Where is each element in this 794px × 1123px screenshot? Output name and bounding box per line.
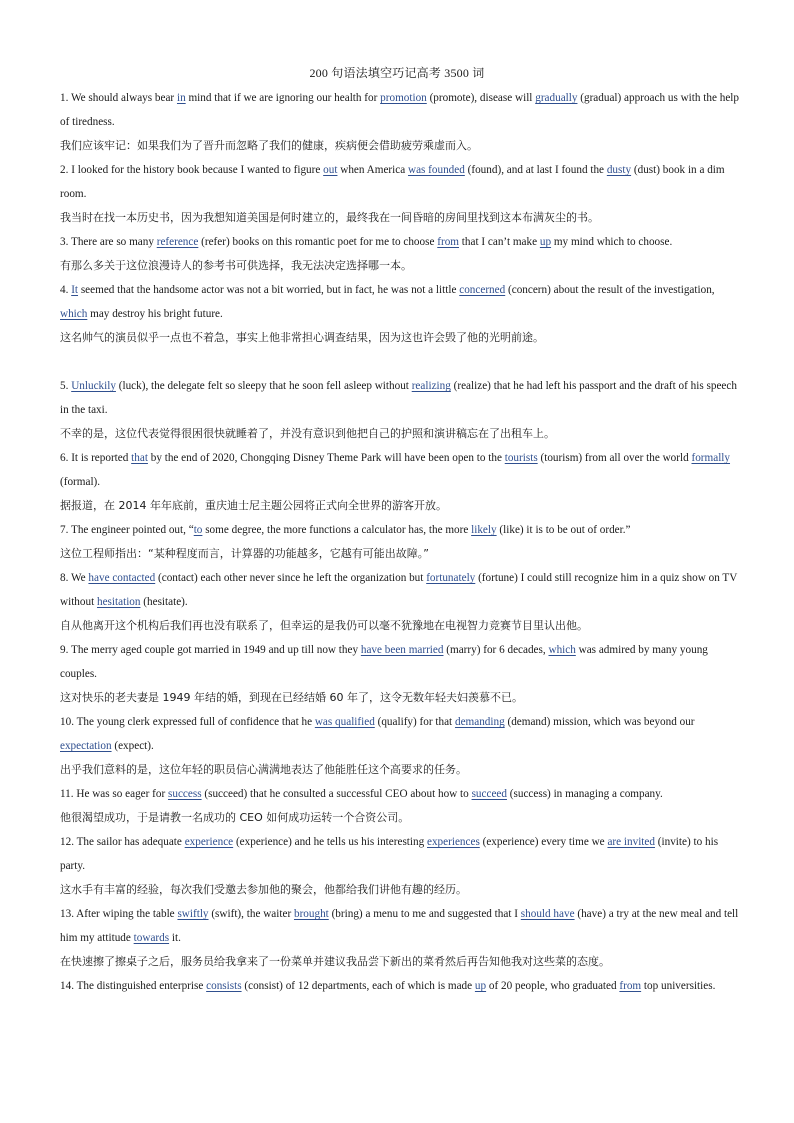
answer-blank: gradually	[535, 92, 578, 104]
answer-blank: formally	[691, 452, 731, 464]
exercise-item	[60, 278, 740, 374]
sentence-text: may destroy his bright future.	[87, 308, 223, 320]
sentence-text: of 20 people, who graduated	[486, 980, 620, 992]
sentence-text: (qualify) for that	[374, 716, 455, 728]
exercise-item	[60, 86, 740, 158]
english-sentence	[60, 902, 740, 950]
answer-blank: promotion	[380, 92, 427, 104]
sentence-text: 12. The sailor has adequate	[60, 836, 185, 848]
sentence-text: (bring) a menu to me and suggested that I	[328, 908, 521, 920]
english-sentence	[60, 830, 740, 878]
sentence-text: that I can’t make	[459, 236, 540, 248]
chinese-translation: 出乎我们意料的是，这位年轻的职员信心满满地表达了他能胜任这个高要求的任务。	[60, 763, 467, 776]
sentence-text: (tourism) from all over the world	[537, 452, 692, 464]
answer-blank: reference	[156, 236, 199, 248]
spacer	[60, 350, 740, 374]
answer-blank: realizing	[411, 380, 451, 392]
answer-blank: up	[539, 236, 552, 248]
exercise-item	[60, 830, 740, 902]
sentence-text: (realize) that he had left his passport and the draft of his speech in the taxi.	[60, 380, 737, 416]
exercise-item	[60, 230, 740, 278]
sentence-text: (promote), disease will	[426, 92, 536, 104]
sentence-text: (contact) each other never since he left the organization but	[155, 572, 427, 584]
sentence-text: (dust) book in a dim room.	[60, 164, 725, 200]
sentence-text: seemed that the handsome actor was not a bit worried, but in fact, he was not a little	[78, 284, 460, 296]
english-sentence	[60, 374, 740, 422]
answer-blank: experiences	[427, 836, 480, 848]
chinese-translation: 我们应该牢记：如果我们为了晋升而忽略了我们的健康，疾病便会借助疲劳乘虚而入。	[60, 139, 478, 152]
sentence-text: (hesitate).	[140, 596, 188, 608]
sentence-text: (marry) for 6 decades,	[443, 644, 549, 656]
sentence-text: (have) a try at the new meal and tell him my attitude	[60, 908, 739, 944]
answer-blank: up	[474, 980, 487, 992]
page-title: 200 句语法填空巧记高考 3500 词	[309, 66, 485, 80]
sentence-text: 2. I looked for the history book because I wanted to figure	[60, 164, 324, 176]
sentence-text: top universities.	[641, 980, 716, 992]
exercise-item	[60, 158, 740, 230]
answer-blank: success	[168, 788, 202, 800]
sentence-text: (like) it is to be out of order.”	[496, 524, 631, 536]
answer-blank: brought	[293, 908, 329, 920]
chinese-translation: 这位工程师指出：“某种程度而言，计算器的功能越多，它越有可能出故障。”	[60, 547, 429, 560]
chinese-translation: 有那么多关于这位浪漫诗人的参考书可供选择，我无法决定选择哪一本。	[60, 259, 412, 272]
english-sentence	[60, 86, 740, 134]
answer-blank: that	[131, 452, 148, 464]
answer-blank: consists	[206, 980, 242, 992]
answer-blank: Unluckily	[71, 380, 116, 392]
answer-blank: should have	[520, 908, 575, 920]
sentence-text: (found), and at last I found the	[464, 164, 607, 176]
chinese-translation: 据报道，在 2014 年年底前，重庆迪士尼主题公园将正式向全世界的游客开放。	[60, 499, 447, 512]
sentence-text: 5.	[60, 380, 72, 392]
sentence-text: my mind which to choose.	[551, 236, 673, 248]
sentence-text: (refer) books on this romantic poet for me to choose	[198, 236, 438, 248]
answer-blank: from	[437, 236, 459, 248]
sentence-text: it.	[169, 932, 181, 944]
chinese-translation: 不幸的是，这位代表觉得很困很快就睡着了，并没有意识到他把自己的护照和演讲稿忘在了出租车上。	[60, 427, 555, 440]
answer-blank: from	[619, 980, 642, 992]
answer-blank: tourists	[504, 452, 538, 464]
sentence-text: 10. The young clerk expressed full of confidence that he	[60, 716, 315, 728]
english-sentence	[60, 518, 740, 542]
answer-blank: expectation	[60, 740, 112, 752]
exercise-item	[60, 566, 740, 638]
exercise-item	[60, 782, 740, 830]
exercise-item	[60, 902, 740, 974]
english-sentence	[60, 638, 740, 686]
chinese-translation: 这水手有丰富的经验，每次我们受邀去参加他的聚会，他都给我们讲他有趣的经历。	[60, 883, 467, 896]
answer-blank: concerned	[459, 284, 506, 296]
sentence-text: 4.	[60, 284, 72, 296]
sentence-text: mind that if we are ignoring our health for	[185, 92, 381, 104]
sentence-text: (invite) to his party.	[60, 836, 719, 872]
sentence-text: 6. It is reported	[60, 452, 132, 464]
exercise-list	[60, 86, 740, 998]
exercise-item	[60, 374, 740, 446]
answer-blank: dusty	[606, 164, 632, 176]
sentence-text: by the end of 2020, Chongqing Disney Theme Park will have been open to the	[147, 452, 505, 464]
answer-blank: have contacted	[88, 572, 156, 584]
english-sentence	[60, 710, 740, 758]
answer-blank: was qualified	[314, 716, 375, 728]
sentence-text: 3. There are so many	[60, 236, 157, 248]
sentence-text: (consist) of 12 departments, each of which is made	[241, 980, 475, 992]
english-sentence	[60, 566, 740, 614]
sentence-text: (formal).	[60, 476, 101, 488]
english-sentence	[60, 974, 740, 998]
sentence-text: (experience) and he tells us his interesting	[233, 836, 427, 848]
english-sentence	[60, 158, 740, 206]
sentence-text: was admired by many young couples.	[60, 644, 708, 680]
sentence-text: (expect).	[111, 740, 154, 752]
english-sentence	[60, 278, 740, 326]
sentence-text: (swift), the waiter	[208, 908, 294, 920]
chinese-translation: 我当时在找一本历史书，因为我想知道美国是何时建立的，最终我在一间昏暗的房间里找到这本布满灰尘的书。	[60, 211, 599, 224]
english-sentence	[60, 446, 740, 494]
sentence-text: 13. After wiping the table	[60, 908, 178, 920]
chinese-translation: 这名帅气的演员似乎一点也不着急，事实上他非常担心调查结果，因为这也许会毁了他的光明前途。	[60, 331, 544, 344]
sentence-text: 1. We should always bear	[60, 92, 177, 104]
exercise-item	[60, 710, 740, 782]
chinese-translation: 这对快乐的老夫妻是 1949 年结的婚，到现在已经结婚 60 年了，这令无数年轻夫妇羡慕不已。	[60, 691, 523, 704]
answer-blank: which	[548, 644, 576, 656]
sentence-text: (succeed) that he consulted a successful CEO about how to	[201, 788, 472, 800]
answer-blank: demanding	[454, 716, 505, 728]
sentence-text: when America	[337, 164, 408, 176]
sentence-text: 8. We	[60, 572, 89, 584]
answer-blank: fortunately	[426, 572, 476, 584]
answer-blank: likely	[471, 524, 497, 536]
answer-blank: towards	[133, 932, 170, 944]
chinese-translation: 在快速擦了擦桌子之后，服务员给我拿来了一份菜单并建议我品尝下新出的菜肴然后再告知他我对这些菜的态度。	[60, 955, 610, 968]
sentence-text: (luck), the delegate felt so sleepy that he soon fell asleep without	[115, 380, 412, 392]
sentence-text: 14. The distinguished enterprise	[60, 980, 207, 992]
answer-blank: to	[193, 524, 203, 536]
english-sentence	[60, 230, 740, 254]
sentence-text: some degree, the more functions a calculator has, the more	[202, 524, 472, 536]
sentence-text: 9. The merry aged couple got married in 1949 and up till now they	[60, 644, 361, 656]
exercise-item	[60, 518, 740, 566]
sentence-text: (experience) every time we	[479, 836, 608, 848]
exercise-item	[60, 446, 740, 518]
answer-blank: are invited	[607, 836, 655, 848]
sentence-text: (success) in managing a company.	[506, 788, 663, 800]
answer-blank: experience	[184, 836, 234, 848]
answer-blank: which	[60, 308, 88, 320]
chinese-translation: 他很渴望成功，于是请教一名成功的 CEO 如何成功运转一个合资公司。	[60, 811, 410, 824]
answer-blank: succeed	[471, 788, 507, 800]
sentence-text: (demand) mission, which was beyond our	[504, 716, 695, 728]
answer-blank: swiftly	[177, 908, 209, 920]
sentence-text: (concern) about the result of the investigation,	[505, 284, 715, 296]
answer-blank: in	[176, 92, 186, 104]
sentence-text: (gradual) approach us with the help of tiredness.	[60, 92, 740, 128]
exercise-item	[60, 974, 740, 998]
sentence-text: (fortune) I could still recognize him in a quiz show on TV without	[60, 572, 738, 608]
answer-blank: out	[323, 164, 338, 176]
chinese-translation: 自从他离开这个机构后我们再也没有联系了，但幸运的是我仍可以毫不犹豫地在电视智力竞赛节目里认出他。	[60, 619, 588, 632]
english-sentence	[60, 782, 740, 806]
answer-blank: have been married	[360, 644, 444, 656]
exercise-item	[60, 638, 740, 710]
answer-blank: hesitation	[96, 596, 141, 608]
answer-blank: was founded	[407, 164, 465, 176]
sentence-text: 11. He was so eager for	[60, 788, 169, 800]
answer-blank: It	[71, 284, 79, 296]
sentence-text: 7. The engineer pointed out, “	[60, 524, 194, 536]
